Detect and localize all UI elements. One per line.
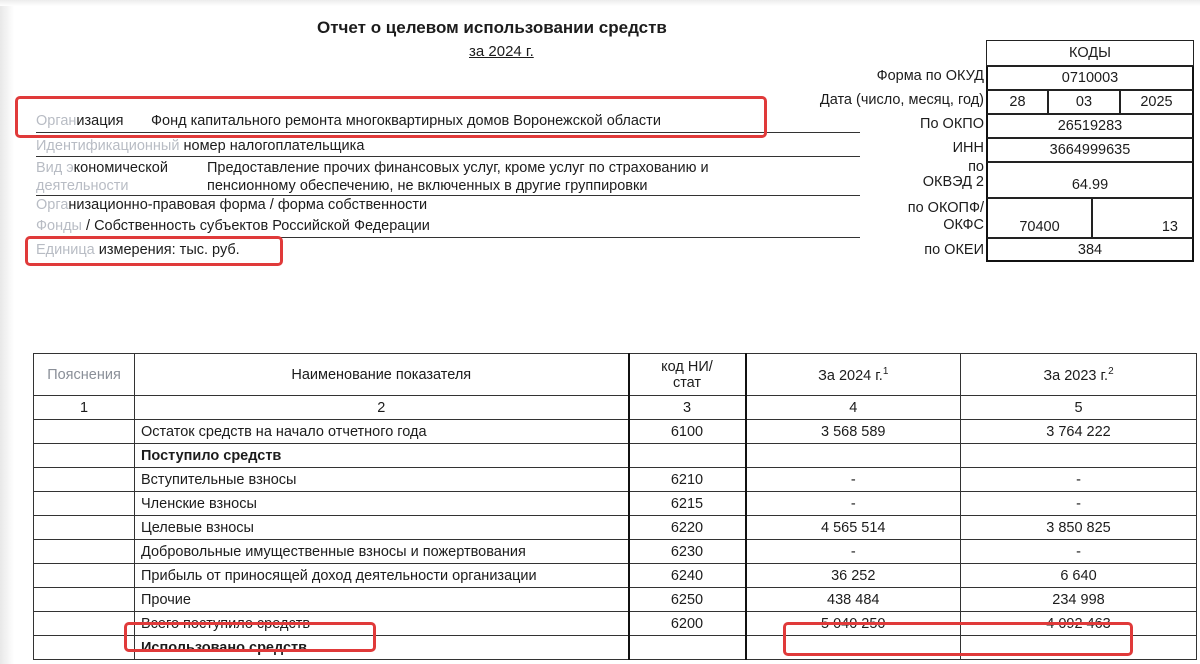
- row-code: [629, 636, 746, 660]
- inn-line-faded: Идентификационный: [36, 138, 180, 154]
- row-name: Прибыль от приносящей доход деятельности организации: [135, 564, 629, 588]
- row-code: 6240: [629, 564, 746, 588]
- row-code: [629, 444, 746, 468]
- date-label: Дата (число, месяц, год): [819, 92, 984, 108]
- okud-label: Форма по ОКУД: [876, 68, 984, 84]
- row-notes: [34, 636, 135, 660]
- row-notes: [34, 420, 135, 444]
- org-label: изация: [76, 113, 124, 129]
- legal-faded: Орга: [36, 197, 69, 213]
- row-code: 6215: [629, 492, 746, 516]
- report-title: Отчет о целевом использовании средств: [317, 18, 667, 37]
- row-2023: 6 640: [961, 564, 1197, 588]
- col-2023-label: За 2023 г.: [1043, 367, 1109, 384]
- okfs-value: 13: [1092, 198, 1194, 238]
- row-code: 6220: [629, 516, 746, 540]
- date-day: 28: [986, 90, 1048, 114]
- okud-value: 0710003: [986, 66, 1194, 90]
- inn-line-text: номер налогоплательщика: [183, 138, 365, 154]
- row-2024: 36 252: [746, 564, 961, 588]
- okei-value: 384: [986, 238, 1194, 262]
- table-row: [34, 468, 1197, 492]
- table-row: [34, 492, 1197, 516]
- scan-shadow-left: [0, 0, 14, 664]
- table-row: [34, 516, 1197, 540]
- row-code: 6210: [629, 468, 746, 492]
- table-row: [34, 540, 1197, 564]
- highlight-unit: [25, 236, 283, 266]
- ownership-faded: Фонды: [36, 218, 82, 234]
- unit-text: измерения: тыс. руб.: [98, 242, 240, 258]
- colnum-5: 5: [961, 396, 1197, 420]
- table-header-row: [34, 354, 1197, 396]
- col-2023: [961, 354, 1197, 396]
- row-2023: 4 092 463: [961, 612, 1197, 636]
- colnum-2: 2: [135, 396, 629, 420]
- row-2024: 4 565 514: [746, 516, 961, 540]
- col-2024-footnote: 1: [882, 365, 889, 377]
- row-name: Прочие: [135, 588, 629, 612]
- row-2024: 438 484: [746, 588, 961, 612]
- col-2024-label: За 2024 г.: [818, 367, 883, 384]
- highlight-organization: [15, 96, 767, 138]
- row-notes: [34, 468, 135, 492]
- row-2023: [961, 444, 1197, 468]
- row-2024: 3 568 589: [746, 420, 961, 444]
- row-notes: [34, 444, 135, 468]
- report-period: за 2024 г.: [469, 43, 534, 60]
- legal-line: [36, 197, 427, 213]
- okved-label: [923, 160, 984, 190]
- row-code: 6250: [629, 588, 746, 612]
- inn-underline: [36, 156, 860, 157]
- row-2023: -: [961, 540, 1197, 564]
- activity-label-faded-1: Вид э: [36, 160, 74, 176]
- row-notes: [34, 564, 135, 588]
- ownership-line: [36, 218, 430, 234]
- activity-label-faded-2: деятельности: [36, 178, 129, 194]
- table-row: [34, 588, 1197, 612]
- col-2023-footnote: 2: [1108, 365, 1114, 377]
- okopf-label-line1: по ОКОПФ/: [907, 200, 984, 216]
- col-name: Наименование показателя: [135, 354, 629, 396]
- date-month: 03: [1048, 90, 1120, 114]
- row-name: Членские взносы: [135, 492, 629, 516]
- row-name: Вступительные взносы: [135, 468, 629, 492]
- row-2024: [746, 444, 961, 468]
- table-row: [34, 444, 1197, 468]
- codes-heading: КОДЫ: [986, 40, 1194, 66]
- highlight-total-label: [124, 622, 376, 652]
- row-2023: 234 998: [961, 588, 1197, 612]
- legal-text: низационно-правовая форма / форма собственности: [68, 197, 428, 213]
- activity-underline: [36, 195, 860, 196]
- row-2024: -: [746, 492, 961, 516]
- activity-line-1: Предоставление прочих финансовых услуг, кроме услуг по страхованию и: [207, 160, 709, 176]
- okopf-value: 70400: [986, 198, 1092, 238]
- okved-label-line2: ОКВЭД 2: [922, 174, 984, 190]
- row-notes: [34, 588, 135, 612]
- target-use-table: [33, 353, 1197, 660]
- row-2023: 3 764 222: [961, 420, 1197, 444]
- row-code: 6100: [629, 420, 746, 444]
- org-label-faded: Орган: [36, 113, 77, 129]
- okpo-value: 26519283: [986, 114, 1194, 138]
- table-row: [34, 420, 1197, 444]
- activity-label-1: кономической: [73, 160, 168, 176]
- ownership-text: / Собственность субъектов Российской Федерации: [86, 218, 430, 234]
- row-2024: 5 040 250: [746, 612, 961, 636]
- col-code: [629, 354, 746, 396]
- okved-label-line1: по: [968, 159, 984, 175]
- colnum-3: 3: [629, 396, 746, 420]
- row-notes: [34, 540, 135, 564]
- row-code: 6200: [629, 612, 746, 636]
- okopf-label-line2: ОКФС: [943, 217, 984, 233]
- okpo-label: По ОКПО: [920, 116, 984, 132]
- activity-text: [207, 159, 709, 195]
- activity-label: [36, 159, 168, 195]
- row-2024: -: [746, 540, 961, 564]
- colnum-1: 1: [34, 396, 135, 420]
- table-row: [34, 564, 1197, 588]
- unit-faded: Единица: [36, 242, 95, 258]
- row-notes: [34, 612, 135, 636]
- activity-line-2: пенсионному обеспечению, не включенных в другие группировки: [207, 178, 648, 194]
- row-notes: [34, 516, 135, 540]
- row-2023: -: [961, 468, 1197, 492]
- row-2024: -: [746, 468, 961, 492]
- colnum-4: 4: [746, 396, 961, 420]
- row-2023: 3 850 825: [961, 516, 1197, 540]
- date-year: 2025: [1120, 90, 1194, 114]
- okopf-label: [908, 200, 984, 234]
- row-notes: [34, 492, 135, 516]
- okved-value: 64.99: [986, 162, 1194, 198]
- row-name: Всего поступило средств: [135, 612, 629, 636]
- okei-label: по ОКЕИ: [924, 242, 984, 258]
- row-name: Добровольные имущественные взносы и пожертвования: [135, 540, 629, 564]
- col-2024: [746, 354, 961, 396]
- highlight-total-values: [783, 622, 1133, 656]
- org-name: Фонд капитального ремонта многоквартирных домов Воронежской области: [151, 113, 661, 129]
- row-2023: -: [961, 492, 1197, 516]
- row-name: Использовано средств: [135, 636, 629, 660]
- row-code: 6230: [629, 540, 746, 564]
- col-code-line1: код НИ/: [661, 358, 713, 375]
- inn-line: [36, 138, 364, 154]
- row-name: Остаток средств на начало отчетного года: [135, 420, 629, 444]
- row-name: Целевые взносы: [135, 516, 629, 540]
- scan-shadow-top: [0, 0, 1200, 6]
- col-notes: Пояснения: [34, 354, 135, 396]
- col-code-line2: стат: [672, 374, 702, 391]
- row-name: Поступило средств: [135, 444, 629, 468]
- inn-label: ИНН: [952, 140, 984, 156]
- colnum-row: [34, 396, 1197, 420]
- inn-value: 3664999635: [986, 138, 1194, 162]
